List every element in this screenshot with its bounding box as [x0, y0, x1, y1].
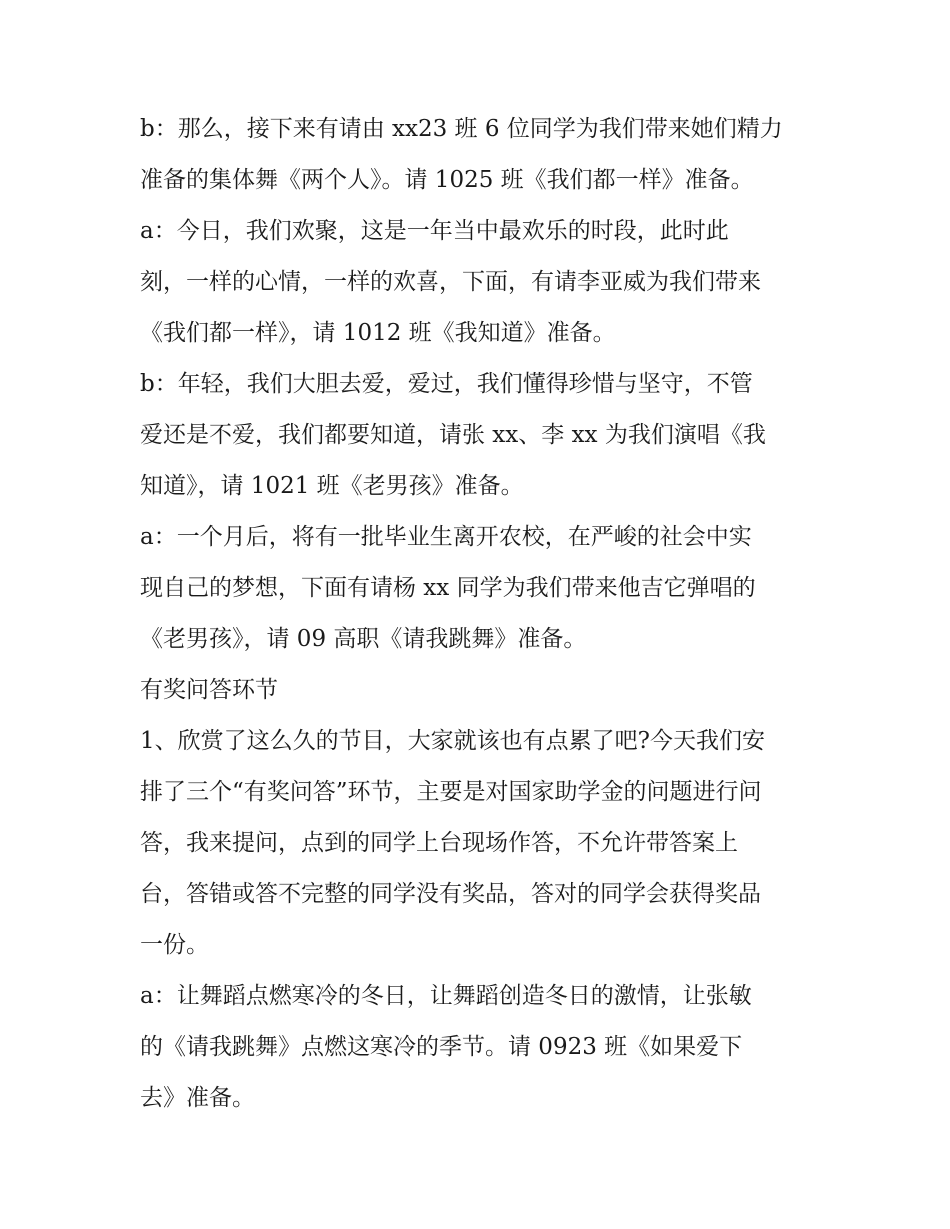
- text-line: 知道》，请 1021 班《老男孩》准备。: [140, 473, 524, 499]
- text-line: a：一个月后，将有一批毕业生离开农校，在严峻的社会中实: [140, 524, 752, 550]
- text-line: b：年轻，我们大胆去爱，爱过，我们懂得珍惜与坚守，不管: [140, 371, 753, 397]
- text-line: b：那么，接下来有请由 xx23 班 6 位同学为我们带来她们精力: [140, 116, 783, 142]
- text-line: 刻，一样的心情，一样的欢喜，下面，有请李亚威为我们带来: [140, 269, 761, 295]
- text-line: 答，我来提问，点到的同学上台现场作答，不允许带答案上: [140, 830, 738, 856]
- text-line: 排了三个“有奖问答”环节，主要是对国家助学金的问题进行问: [140, 779, 762, 805]
- text-line: 准备的集体舞《两个人》。请 1025 班《我们都一样》准备。: [140, 167, 754, 193]
- text-line: 的《请我跳舞》点燃这寒冷的季节。请 0923 班《如果爱下: [140, 1034, 743, 1060]
- document-body: [140, 104, 820, 1124]
- text-line: 爱还是不爱，我们都要知道，请张 xx、李 xx 为我们演唱《我: [140, 422, 766, 448]
- text-line: 1、欣赏了这么久的节目，大家就该也有点累了吧?今天我们安: [140, 728, 765, 754]
- section-heading: 有奖问答环节: [140, 677, 278, 703]
- text-line: a：今日，我们欢聚，这是一年当中最欢乐的时段，此时此: [140, 218, 729, 244]
- text-line: 一份。: [140, 932, 209, 958]
- text-line: a：让舞蹈点燃寒冷的冬日，让舞蹈创造冬日的激情，让张敏: [140, 983, 752, 1009]
- text-line: 《我们都一样》，请 1012 班《我知道》准备。: [140, 320, 616, 346]
- text-line: 《老男孩》，请 09 高职《请我跳舞》准备。: [140, 626, 587, 652]
- text-line: 去》准备。: [140, 1085, 255, 1111]
- text-line: 台，答错或答不完整的同学没有奖品，答对的同学会获得奖品: [140, 881, 761, 907]
- text-line: 现自己的梦想，下面有请杨 xx 同学为我们带来他吉它弹唱的: [140, 575, 756, 601]
